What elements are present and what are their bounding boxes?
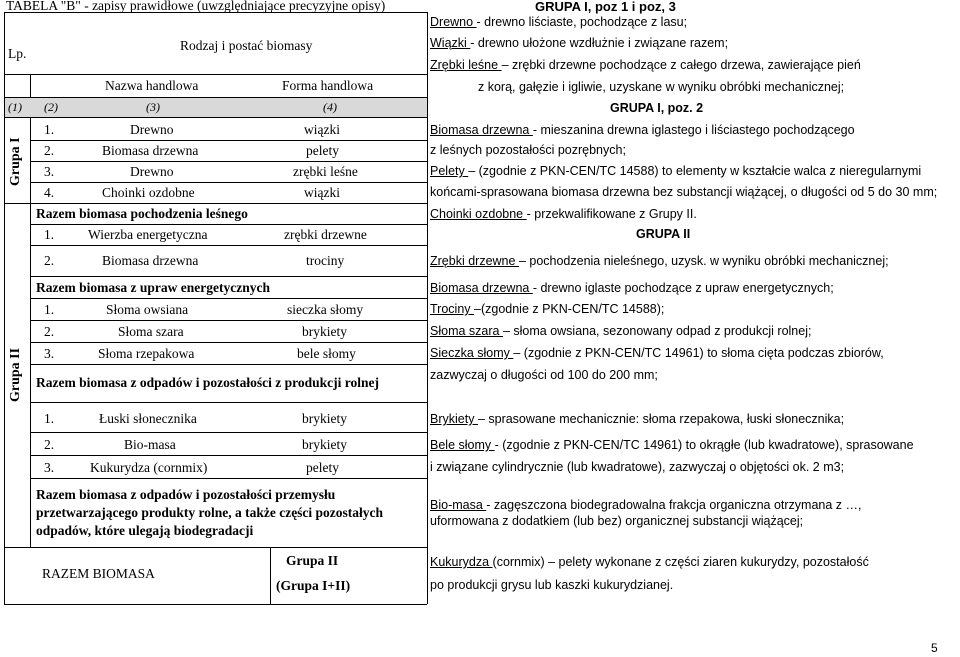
table-row-num: 2. (44, 143, 55, 158)
table-row-form: pelety (306, 460, 339, 475)
page-number: 5 (931, 641, 938, 655)
note-bio-masa: Bio-masa - zagęszczona biodegradowalna frakcja organiczna otrzymana z …, (430, 498, 862, 512)
table-row-form: sieczka słomy (287, 302, 364, 317)
note-bele-slomy-cont: i związane cylindrycznie (lub kwadratowe), zazwyczaj o objętości ok. 2 m3; (430, 460, 845, 474)
table-row-name: Słoma szara (118, 324, 184, 339)
col-number-3: (3) (146, 100, 160, 114)
note-zrebki-drzewne: Zrębki drzewne – pochodzenia nieleśnego, uzysk. w wyniku obróbki mechanicznej; (430, 254, 889, 268)
total-group-line2: (Grupa I+II) (276, 578, 351, 593)
note-bele-slomy: Bele słomy - (zgodnie z PKN-CEN/TC 14961) to okrągłe (lub kwadratowe), sprasowane (430, 438, 914, 452)
header-forma: Forma handlowa (282, 78, 374, 93)
table-row-form: brykiety (302, 324, 347, 339)
table-row-form: bele słomy (297, 346, 356, 361)
header-nazwa: Nazwa handlowa (105, 78, 199, 93)
group2-subtotal-c-line2: przetwarzającego produkty rolne, a także części pozostałych (36, 505, 384, 520)
note-grupa2: GRUPA II (636, 227, 691, 241)
table-row-form: wiązki (304, 185, 340, 200)
table-row-form: zrębki drzewne (284, 227, 367, 242)
table-row-name: Słoma rzepakowa (98, 346, 195, 361)
table-title: TABELA "B" - zapisy prawidłowe (uwzględniające precyzyjne opisy) (6, 0, 386, 13)
table-row-form: pelety (306, 143, 339, 158)
note-sieczka-slomy-cont: zazwyczaj o długości od 100 do 200 mm; (430, 368, 658, 382)
table-row-name: Drewno (130, 164, 174, 179)
table-row-name: Biomasa drzewna (102, 143, 199, 158)
table-row-name: Łuski słonecznika (99, 411, 197, 426)
table-row-num: 2. (44, 437, 55, 452)
note-zrebki-lesne-cont: z korą, gałęzie i igliwie, uzyskane w wyniku obróbki mechanicznej; (478, 80, 845, 94)
table-row-form: wiązki (304, 122, 340, 137)
group2-subtotal-c-line3: odpadów, które ulegają biodegradacji (36, 523, 254, 538)
group2-subtotal-c-line1: Razem biomasa z odpadów i pozostałości przemysłu (36, 487, 336, 502)
header-lp: Lp. (8, 46, 27, 61)
note-pelety-cont: końcami-sprasowana biomasa drzewna bez substancji wiążącej, o długości od 5 do 30 mm; (430, 185, 938, 199)
table-row-num: 3. (44, 460, 55, 475)
table-row-name: Wierzba energetyczna (88, 227, 208, 242)
table-row-num: 1. (44, 227, 55, 242)
group1-label: Grupa I (8, 137, 23, 186)
table-row-form: trociny (306, 253, 345, 268)
group2-label: Grupa II (8, 347, 23, 402)
table-row-name: Biomasa drzewna (102, 253, 199, 268)
table-row-form: brykiety (302, 437, 347, 452)
total-label: RAZEM BIOMASA (42, 566, 155, 581)
table-row-name: Słoma owsiana (106, 302, 189, 317)
group1-subtotal: Razem biomasa pochodzenia leśnego (36, 206, 248, 221)
table-row-num: 3. (44, 164, 55, 179)
note-bio-masa-cont: uformowana z dodatkiem (lub bez) organicznej substancji wiążącej; (430, 514, 804, 528)
note-wiazki: Wiązki - drewno ułożone wzdłużnie i związane razem; (430, 36, 729, 50)
table-row-num: 2. (44, 324, 55, 339)
note-biomasa-drzewna-2: Biomasa drzewna - drewno iglaste pochodzące z upraw energetycznych; (430, 281, 834, 295)
note-drewno: Drewno - drewno liściaste, pochodzące z lasu; (430, 15, 688, 29)
note-pelety: Pelety – (zgodnie z PKN-CEN/TC 14588) to elementy w kształcie walca z nieregularnymi (430, 164, 922, 178)
table-row-name: Drewno (130, 122, 174, 137)
right-heading: GRUPA I, poz 1 i poz, 3 (535, 0, 676, 14)
note-biomasa-drzewna-cont: z leśnych pozostałości pozrębnych; (430, 143, 626, 157)
table-row-num: 3. (44, 346, 55, 361)
table-row-num: 2. (44, 253, 55, 268)
note-brykiety: Brykiety – sprasowane mechanicznie: słoma rzepakowa, łuski słonecznika; (430, 412, 845, 426)
table-row-num: 1. (44, 122, 55, 137)
note-zrebki-lesne: Zrębki leśne – zrębki drzewne pochodzące z całego drzewa, zawierające pień (430, 58, 861, 72)
table-row-num: 1. (44, 302, 55, 317)
note-trociny: Trociny –(zgodnie z PKN-CEN/TC 14588); (430, 302, 665, 316)
col-number-4: (4) (323, 100, 337, 114)
note-biomasa-drzewna: Biomasa drzewna - mieszanina drewna iglastego i liściastego pochodzącego (430, 123, 855, 137)
table-row-num: 4. (44, 185, 55, 200)
table-row-name: Kukurydza (cornmix) (90, 460, 208, 475)
table-row-name: Choinki ozdobne (102, 185, 195, 200)
table-row-form: zrębki leśne (293, 164, 358, 179)
note-grupa1-poz2: GRUPA I, poz. 2 (610, 101, 704, 115)
table-row-num: 1. (44, 411, 55, 426)
note-sloma-szara: Słoma szara – słoma owsiana, sezonowany odpad z produkcji rolnej; (430, 324, 812, 338)
group2-subtotal-b: Razem biomasa z odpadów i pozostałości z produkcji rolnej (36, 375, 380, 390)
col-number-1: (1) (8, 100, 22, 114)
note-sieczka-slomy: Sieczka słomy – (zgodnie z PKN-CEN/TC 14961) to słoma cięta podczas zbiorów, (430, 346, 884, 360)
note-choinki: Choinki ozdobne - przekwalifikowane z Grupy II. (430, 207, 697, 221)
total-group-line1: Grupa II (286, 553, 339, 568)
col-number-2: (2) (44, 100, 58, 114)
table-row-name: Bio-masa (124, 437, 176, 452)
note-kukurydza-cont: po produkcji grysu lub kaszki kukurydzianej. (430, 578, 674, 592)
header-rodzaj: Rodzaj i postać biomasy (180, 38, 313, 53)
group2-subtotal-a: Razem biomasa z upraw energetycznych (36, 280, 270, 295)
table-row-form: brykiety (302, 411, 347, 426)
note-kukurydza: Kukurydza (cornmix) – pelety wykonane z części ziaren kukurydzy, pozostałość (430, 555, 869, 569)
